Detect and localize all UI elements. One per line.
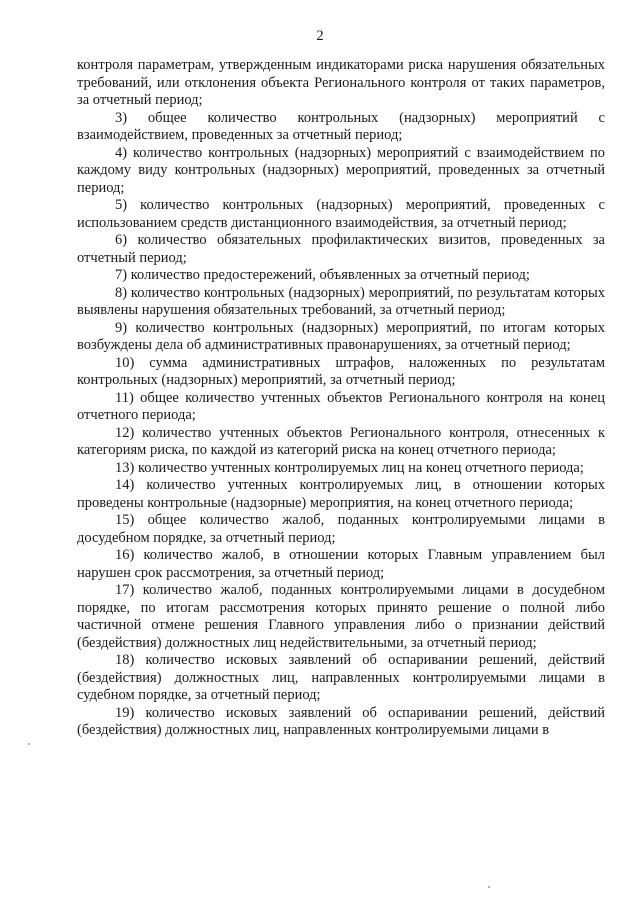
scan-speck bbox=[488, 886, 490, 888]
list-item-19: 19) количество исковых заявлений об оспаривании решений, действий (бездействия) должностных лиц, направленных контролируемыми лицами в bbox=[77, 704, 605, 738]
list-item-10: 10) сумма административных штрафов, наложенных по результатам контрольных (надзорных) мероприятий, за отчетный период; bbox=[77, 354, 605, 388]
list-item-9: 9) количество контрольных (надзорных) мероприятий, по итогам которых возбуждены дела об административных правонарушениях, за отчетный период; bbox=[77, 319, 605, 353]
list-item-4: 4) количество контрольных (надзорных) мероприятий с взаимодействием по каждому виду контрольных (надзорных) мероприятий, проведенных за отчетный период; bbox=[77, 144, 605, 196]
list-item-18: 18) количество исковых заявлений об оспаривании решений, действий (бездействия) должностных лиц, направленных контролируемыми лицами в судебном порядке, за отчетный период; bbox=[77, 652, 605, 703]
list-item-5: 5) количество контрольных (надзорных) мероприятий, проведенных с использованием средств дистанционного взаимодействия, за отчетный период; bbox=[77, 197, 605, 231]
list-item-6: 6) количество обязательных профилактических визитов, проведенных за отчетный период; bbox=[77, 232, 605, 266]
list-item-3: 3) общее количество контрольных (надзорных) мероприятий с взаимодействием, проведенных за отчетный период; bbox=[77, 109, 605, 143]
list-item-12: 12) количество учтенных объектов Регионального контроля, отнесенных к категориям риска, по каждой из категорий риска на конец отчетного периода; bbox=[77, 424, 605, 458]
list-item-7: 7) количество предостережений, объявленных за отчетный период; bbox=[115, 267, 530, 283]
page-number: 2 bbox=[316, 28, 324, 44]
scan-speck bbox=[28, 743, 30, 745]
list-item-17: 17) количество жалоб, поданных контролируемыми лицами в досудебном порядке, по итогам рассмотрения которых принято решение о полной либо частичной отмене решения Главного управления либо о признании действий (бездействия) должностных лиц недействительными, за отчетный период; bbox=[77, 582, 605, 651]
list-item-11: 11) общее количество учтенных объектов Регионального контроля на конец отчетного периода; bbox=[77, 389, 605, 423]
paragraph-continuation: контроля параметрам, утвержденным индикаторами риска нарушения обязательных требований, или отклонения объекта Регионального контроля от таких параметров, за отчетный период; bbox=[77, 57, 605, 108]
document-body bbox=[77, 57, 605, 740]
list-item-16: 16) количество жалоб, в отношении которых Главным управлением был нарушен срок рассмотрения, за отчетный период; bbox=[77, 547, 605, 581]
list-item-14: 14) количество учтенных контролируемых лиц, в отношении которых проведены контрольные (надзорные) мероприятия, на конец отчетного периода; bbox=[77, 477, 605, 511]
list-item-13: 13) количество учтенных контролируемых лиц на конец отчетного периода; bbox=[115, 459, 584, 476]
list-item-15: 15) общее количество жалоб, поданных контролируемыми лицами в досудебном порядке, за отчетный период; bbox=[77, 512, 605, 546]
list-item-8: 8) количество контрольных (надзорных) мероприятий, по результатам которых выявлены нарушения обязательных требований, за отчетный период; bbox=[77, 284, 605, 318]
